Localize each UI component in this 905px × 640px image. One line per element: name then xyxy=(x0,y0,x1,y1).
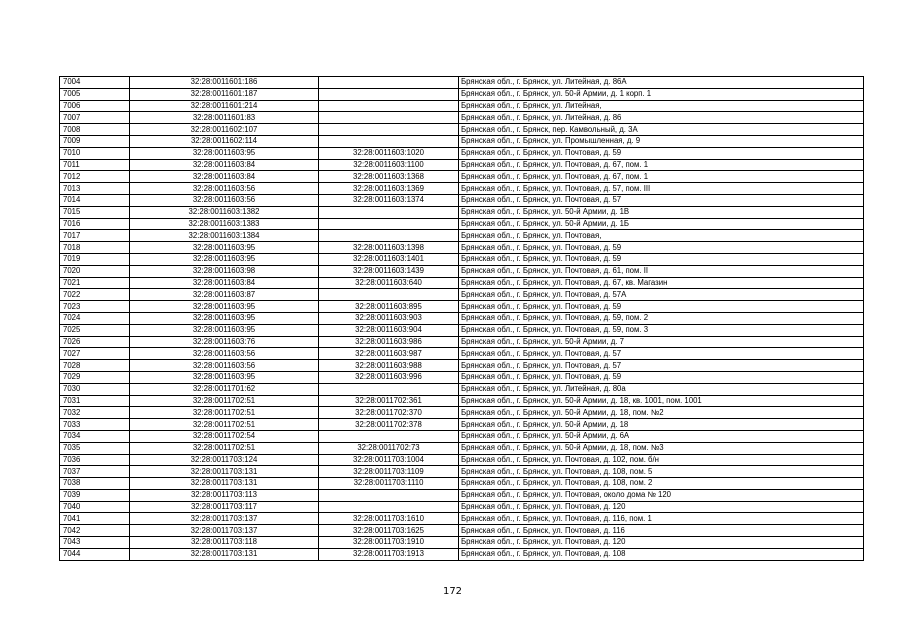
parcel-number-cell: 32:28:0011603:95 xyxy=(130,301,319,313)
table-row xyxy=(60,383,864,395)
address-cell: Брянская обл., г. Брянск, ул. 50-й Армии, д. 18, пом. №3 xyxy=(459,442,864,454)
object-number-cell xyxy=(319,218,459,230)
table-row xyxy=(60,265,864,277)
address-cell: Брянская обл., г. Брянск, ул. 50-й Армии, д. 1Б xyxy=(459,218,864,230)
address-cell: Брянская обл., г. Брянск, ул. Почтовая, xyxy=(459,230,864,242)
object-number-cell: 32:28:0011703:1913 xyxy=(319,548,459,560)
table-row xyxy=(60,324,864,336)
object-number-cell: 32:28:0011702:361 xyxy=(319,395,459,407)
address-cell: Брянская обл., г. Брянск, ул. Почтовая, д. 102, пом. б/н xyxy=(459,454,864,466)
address-cell: Брянская обл., г. Брянск, ул. Почтовая, д. 59 xyxy=(459,371,864,383)
parcel-number-cell: 32:28:0011601:186 xyxy=(130,77,319,89)
row-number-cell: 7028 xyxy=(60,360,130,372)
row-number-cell: 7010 xyxy=(60,147,130,159)
address-cell: Брянская обл., г. Брянск, ул. 50-й Армии, д. 18, кв. 1001, пом. 1001 xyxy=(459,395,864,407)
address-cell: Брянская обл., г. Брянск, ул. Почтовая, д. 57 xyxy=(459,360,864,372)
table-body xyxy=(60,77,864,561)
parcel-number-cell: 32:28:0011603:84 xyxy=(130,159,319,171)
table-row xyxy=(60,454,864,466)
row-number-cell: 7031 xyxy=(60,395,130,407)
parcel-number-cell: 32:28:0011702:51 xyxy=(130,395,319,407)
address-cell: Брянская обл., г. Брянск, ул. Почтовая, д. 57, пом. III xyxy=(459,183,864,195)
object-number-cell xyxy=(319,77,459,89)
parcel-number-cell: 32:28:0011601:187 xyxy=(130,88,319,100)
table-row xyxy=(60,466,864,478)
parcel-number-cell: 32:28:0011603:56 xyxy=(130,348,319,360)
address-cell: Брянская обл., г. Брянск, ул. 50-й Армии, д. 18 xyxy=(459,419,864,431)
row-number-cell: 7013 xyxy=(60,183,130,195)
parcel-number-cell: 32:28:0011603:1383 xyxy=(130,218,319,230)
parcel-number-cell: 32:28:0011603:1384 xyxy=(130,230,319,242)
address-cell: Брянская обл., г. Брянск, ул. Почтовая, д. 61, пом. II xyxy=(459,265,864,277)
address-cell: Брянская обл., г. Брянск, ул. 50-й Армии, д. 7 xyxy=(459,336,864,348)
table-row xyxy=(60,194,864,206)
row-number-cell: 7014 xyxy=(60,194,130,206)
address-cell: Брянская обл., г. Брянск, ул. Почтовая, д. 120 xyxy=(459,537,864,549)
table-row xyxy=(60,442,864,454)
address-cell: Брянская обл., г. Брянск, ул. Литейная, xyxy=(459,100,864,112)
table-row xyxy=(60,336,864,348)
table-row xyxy=(60,206,864,218)
object-number-cell: 32:28:0011702:73 xyxy=(319,442,459,454)
table-row xyxy=(60,218,864,230)
parcel-number-cell: 32:28:0011702:51 xyxy=(130,442,319,454)
table-row xyxy=(60,253,864,265)
object-number-cell: 32:28:0011603:1398 xyxy=(319,242,459,254)
row-number-cell: 7015 xyxy=(60,206,130,218)
table-row xyxy=(60,348,864,360)
object-number-cell xyxy=(319,100,459,112)
object-number-cell xyxy=(319,206,459,218)
table-row xyxy=(60,537,864,549)
row-number-cell: 7020 xyxy=(60,265,130,277)
object-number-cell: 32:28:0011603:1401 xyxy=(319,253,459,265)
address-cell: Брянская обл., г. Брянск, ул. Почтовая, д. 108, пом. 5 xyxy=(459,466,864,478)
row-number-cell: 7029 xyxy=(60,371,130,383)
row-number-cell: 7005 xyxy=(60,88,130,100)
parcel-number-cell: 32:28:0011603:56 xyxy=(130,360,319,372)
row-number-cell: 7018 xyxy=(60,242,130,254)
parcel-number-cell: 32:28:0011603:84 xyxy=(130,171,319,183)
parcel-number-cell: 32:28:0011603:84 xyxy=(130,277,319,289)
object-number-cell: 32:28:0011603:986 xyxy=(319,336,459,348)
row-number-cell: 7032 xyxy=(60,407,130,419)
address-cell: Брянская обл., г. Брянск, ул. Почтовая, д. 57А xyxy=(459,289,864,301)
object-number-cell: 32:28:0011703:1625 xyxy=(319,525,459,537)
table-row xyxy=(60,124,864,136)
table-row xyxy=(60,277,864,289)
row-number-cell: 7033 xyxy=(60,419,130,431)
table-row xyxy=(60,242,864,254)
table-row xyxy=(60,371,864,383)
object-number-cell: 32:28:0011603:1020 xyxy=(319,147,459,159)
table-row xyxy=(60,88,864,100)
address-cell: Брянская обл., г. Брянск, ул. 50-й Армии, д. 1 корп. 1 xyxy=(459,88,864,100)
row-number-cell: 7019 xyxy=(60,253,130,265)
row-number-cell: 7021 xyxy=(60,277,130,289)
table-row xyxy=(60,147,864,159)
row-number-cell: 7011 xyxy=(60,159,130,171)
address-cell: Брянская обл., г. Брянск, ул. Почтовая, д. 59 xyxy=(459,242,864,254)
address-cell: Брянская обл., г. Брянск, ул. Почтовая, д. 120 xyxy=(459,501,864,513)
object-number-cell xyxy=(319,230,459,242)
table-row xyxy=(60,289,864,301)
object-number-cell xyxy=(319,489,459,501)
address-cell: Брянская обл., г. Брянск, ул. Литейная, д. 86А xyxy=(459,77,864,89)
object-number-cell xyxy=(319,124,459,136)
parcel-number-cell: 32:28:0011703:117 xyxy=(130,501,319,513)
row-number-cell: 7027 xyxy=(60,348,130,360)
object-number-cell: 32:28:0011703:1110 xyxy=(319,478,459,490)
row-number-cell: 7035 xyxy=(60,442,130,454)
address-cell: Брянская обл., г. Брянск, ул. Почтовая, д. 59 xyxy=(459,147,864,159)
parcel-number-cell: 32:28:0011702:51 xyxy=(130,407,319,419)
table-row xyxy=(60,159,864,171)
row-number-cell: 7007 xyxy=(60,112,130,124)
address-cell: Брянская обл., г. Брянск, ул. Почтовая, д. 67, пом. 1 xyxy=(459,159,864,171)
object-number-cell: 32:28:0011603:903 xyxy=(319,312,459,324)
table-row xyxy=(60,230,864,242)
address-cell: Брянская обл., г. Брянск, пер. Камвольный, д. 3А xyxy=(459,124,864,136)
table-row xyxy=(60,501,864,513)
row-number-cell: 7017 xyxy=(60,230,130,242)
table-row xyxy=(60,171,864,183)
address-cell: Брянская обл., г. Брянск, ул. Почтовая, д. 59, пом. 3 xyxy=(459,324,864,336)
parcel-number-cell: 32:28:0011703:131 xyxy=(130,466,319,478)
row-number-cell: 7034 xyxy=(60,430,130,442)
object-number-cell xyxy=(319,430,459,442)
address-cell: Брянская обл., г. Брянск, ул. Почтовая, д. 67, пом. 1 xyxy=(459,171,864,183)
object-number-cell xyxy=(319,88,459,100)
parcel-number-cell: 32:28:0011703:118 xyxy=(130,537,319,549)
parcel-number-cell: 32:28:0011603:95 xyxy=(130,324,319,336)
row-number-cell: 7023 xyxy=(60,301,130,313)
table-row xyxy=(60,312,864,324)
row-number-cell: 7004 xyxy=(60,77,130,89)
row-number-cell: 7040 xyxy=(60,501,130,513)
parcel-number-cell: 32:28:0011603:56 xyxy=(130,183,319,195)
object-number-cell xyxy=(319,135,459,147)
row-number-cell: 7006 xyxy=(60,100,130,112)
object-number-cell: 32:28:0011603:996 xyxy=(319,371,459,383)
page-number: 172 xyxy=(442,586,463,597)
table-row xyxy=(60,513,864,525)
parcel-number-cell: 32:28:0011703:131 xyxy=(130,548,319,560)
address-cell: Брянская обл., г. Брянск, ул. Промышленная, д. 9 xyxy=(459,135,864,147)
table-row xyxy=(60,478,864,490)
table-row xyxy=(60,135,864,147)
table-row xyxy=(60,183,864,195)
table-row xyxy=(60,395,864,407)
address-cell: Брянская обл., г. Брянск, ул. Литейная, д. 80а xyxy=(459,383,864,395)
row-number-cell: 7037 xyxy=(60,466,130,478)
parcel-number-cell: 32:28:0011703:124 xyxy=(130,454,319,466)
object-number-cell: 32:28:0011702:378 xyxy=(319,419,459,431)
object-number-cell: 32:28:0011603:1374 xyxy=(319,194,459,206)
parcel-number-cell: 32:28:0011703:137 xyxy=(130,513,319,525)
row-number-cell: 7042 xyxy=(60,525,130,537)
object-number-cell: 32:28:0011703:1610 xyxy=(319,513,459,525)
address-cell: Брянская обл., г. Брянск, ул. 50-й Армии, д. 6А xyxy=(459,430,864,442)
row-number-cell: 7036 xyxy=(60,454,130,466)
row-number-cell: 7022 xyxy=(60,289,130,301)
row-number-cell: 7038 xyxy=(60,478,130,490)
address-cell: Брянская обл., г. Брянск, ул. Почтовая, д. 57 xyxy=(459,194,864,206)
table-row xyxy=(60,548,864,560)
object-number-cell xyxy=(319,383,459,395)
table-row xyxy=(60,489,864,501)
row-number-cell: 7012 xyxy=(60,171,130,183)
parcel-number-cell: 32:28:0011603:56 xyxy=(130,194,319,206)
address-cell: Брянская обл., г. Брянск, ул. Литейная, д. 86 xyxy=(459,112,864,124)
table-row xyxy=(60,100,864,112)
parcel-number-cell: 32:28:0011701:62 xyxy=(130,383,319,395)
object-number-cell xyxy=(319,112,459,124)
object-number-cell: 32:28:0011603:895 xyxy=(319,301,459,313)
table-row xyxy=(60,407,864,419)
table-row xyxy=(60,430,864,442)
row-number-cell: 7009 xyxy=(60,135,130,147)
table-row xyxy=(60,525,864,537)
object-number-cell xyxy=(319,501,459,513)
parcel-number-cell: 32:28:0011602:107 xyxy=(130,124,319,136)
object-number-cell xyxy=(319,289,459,301)
parcel-number-cell: 32:28:0011603:95 xyxy=(130,371,319,383)
parcel-number-cell: 32:28:0011703:113 xyxy=(130,489,319,501)
address-cell: Брянская обл., г. Брянск, ул. Почтовая, д. 116 xyxy=(459,525,864,537)
parcel-number-cell: 32:28:0011603:87 xyxy=(130,289,319,301)
table-row xyxy=(60,419,864,431)
address-cell: Брянская обл., г. Брянск, ул. 50-й Армии, д. 18, пом. №2 xyxy=(459,407,864,419)
parcel-number-cell: 32:28:0011602:114 xyxy=(130,135,319,147)
parcel-number-cell: 32:28:0011603:95 xyxy=(130,312,319,324)
object-number-cell: 32:28:0011702:370 xyxy=(319,407,459,419)
parcel-number-cell: 32:28:0011603:1382 xyxy=(130,206,319,218)
object-number-cell: 32:28:0011603:1439 xyxy=(319,265,459,277)
object-number-cell: 32:28:0011603:987 xyxy=(319,348,459,360)
address-cell: Брянская обл., г. Брянск, ул. Почтовая, д. 108 xyxy=(459,548,864,560)
row-number-cell: 7008 xyxy=(60,124,130,136)
table-row xyxy=(60,112,864,124)
address-cell: Брянская обл., г. Брянск, ул. Почтовая, д. 67, кв. Магазин xyxy=(459,277,864,289)
parcel-number-cell: 32:28:0011603:95 xyxy=(130,147,319,159)
address-cell: Брянская обл., г. Брянск, ул. Почтовая, д. 57 xyxy=(459,348,864,360)
table-row xyxy=(60,301,864,313)
row-number-cell: 7016 xyxy=(60,218,130,230)
object-number-cell: 32:28:0011603:904 xyxy=(319,324,459,336)
parcel-number-cell: 32:28:0011702:51 xyxy=(130,419,319,431)
address-cell: Брянская обл., г. Брянск, ул. Почтовая, д. 59 xyxy=(459,253,864,265)
object-number-cell: 32:28:0011603:988 xyxy=(319,360,459,372)
object-number-cell: 32:28:0011603:640 xyxy=(319,277,459,289)
cadastral-table xyxy=(59,76,864,561)
parcel-number-cell: 32:28:0011702:54 xyxy=(130,430,319,442)
row-number-cell: 7025 xyxy=(60,324,130,336)
object-number-cell: 32:28:0011603:1100 xyxy=(319,159,459,171)
address-cell: Брянская обл., г. Брянск, ул. Почтовая, д. 116, пом. 1 xyxy=(459,513,864,525)
object-number-cell: 32:28:0011703:1910 xyxy=(319,537,459,549)
address-cell: Брянская обл., г. Брянск, ул. Почтовая, д. 108, пом. 2 xyxy=(459,478,864,490)
row-number-cell: 7039 xyxy=(60,489,130,501)
address-cell: Брянская обл., г. Брянск, ул. Почтовая, д. 59, пом. 2 xyxy=(459,312,864,324)
parcel-number-cell: 32:28:0011703:137 xyxy=(130,525,319,537)
address-cell: Брянская обл., г. Брянск, ул. Почтовая, д. 59 xyxy=(459,301,864,313)
row-number-cell: 7043 xyxy=(60,537,130,549)
parcel-number-cell: 32:28:0011603:95 xyxy=(130,242,319,254)
row-number-cell: 7041 xyxy=(60,513,130,525)
parcel-number-cell: 32:28:0011603:76 xyxy=(130,336,319,348)
object-number-cell: 32:28:0011703:1109 xyxy=(319,466,459,478)
parcel-number-cell: 32:28:0011603:95 xyxy=(130,253,319,265)
parcel-number-cell: 32:28:0011601:83 xyxy=(130,112,319,124)
object-number-cell: 32:28:0011703:1004 xyxy=(319,454,459,466)
table-row xyxy=(60,77,864,89)
object-number-cell: 32:28:0011603:1368 xyxy=(319,171,459,183)
row-number-cell: 7024 xyxy=(60,312,130,324)
table-row xyxy=(60,360,864,372)
row-number-cell: 7044 xyxy=(60,548,130,560)
row-number-cell: 7026 xyxy=(60,336,130,348)
parcel-number-cell: 32:28:0011703:131 xyxy=(130,478,319,490)
parcel-number-cell: 32:28:0011603:98 xyxy=(130,265,319,277)
document-page xyxy=(59,76,864,561)
address-cell: Брянская обл., г. Брянск, ул. 50-й Армии, д. 1В xyxy=(459,206,864,218)
object-number-cell: 32:28:0011603:1369 xyxy=(319,183,459,195)
address-cell: Брянская обл., г. Брянск, ул. Почтовая, около дома № 120 xyxy=(459,489,864,501)
row-number-cell: 7030 xyxy=(60,383,130,395)
parcel-number-cell: 32:28:0011601:214 xyxy=(130,100,319,112)
